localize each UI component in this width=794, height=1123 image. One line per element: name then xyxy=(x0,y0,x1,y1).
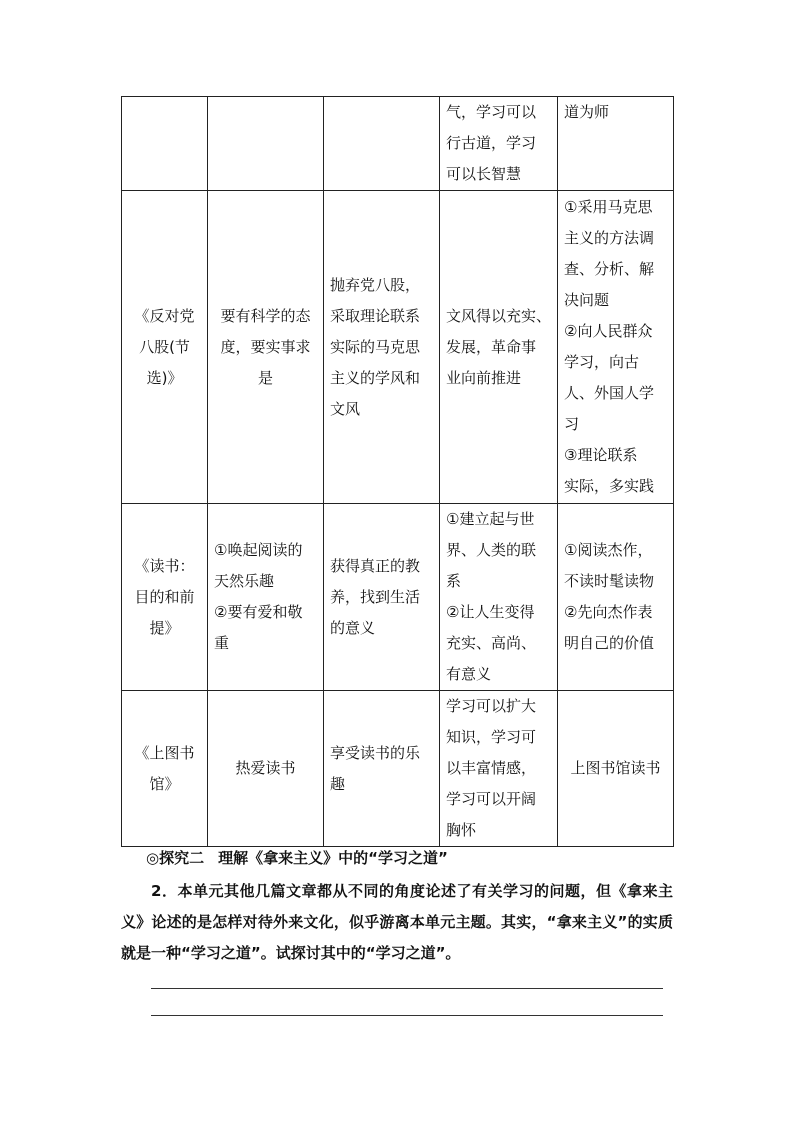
cell-line: 获得真正的教 xyxy=(330,556,421,575)
cell-line: 的意义 xyxy=(330,618,376,637)
answer-line[interactable] xyxy=(151,1015,663,1016)
cell-viewpoint xyxy=(208,691,324,847)
cell-effect xyxy=(440,504,558,691)
summary-table xyxy=(121,96,674,847)
cell-goal xyxy=(324,97,440,191)
cell-line: 有意义 xyxy=(446,665,492,683)
cell-method xyxy=(558,97,674,191)
cell-line: 界、人类的联 xyxy=(446,541,537,559)
cell-line: 气，学习可以 xyxy=(446,103,537,121)
cell-line: 热爱读书 xyxy=(235,759,296,777)
cell-line: ①阅读杰作， xyxy=(564,541,653,559)
cell-line: 业向前推进 xyxy=(446,368,522,387)
cell-line: 学习可以开阔 xyxy=(446,790,537,808)
cell-line: 学习可以扩大 xyxy=(446,697,537,715)
cell-text-title xyxy=(122,191,208,504)
answer-line[interactable] xyxy=(151,988,663,989)
section-marker: ◎探究二 xyxy=(146,849,205,867)
cell-goal xyxy=(324,504,440,691)
cell-line: 学习，向古 xyxy=(564,353,640,371)
cell-line: 道为师 xyxy=(564,103,610,121)
cell-goal xyxy=(324,191,440,504)
cell-text-title xyxy=(122,504,208,691)
cell-line: 目的和前 xyxy=(134,587,195,606)
table-row xyxy=(122,97,674,191)
cell-line: 《上图书 xyxy=(134,743,195,762)
cell-line: 胸怀 xyxy=(446,821,477,839)
cell-line: 行古道，学习 xyxy=(446,134,537,152)
cell-line: 《反对党 xyxy=(134,306,195,325)
section-title: 理解《拿来主义》中的“学习之道” xyxy=(218,849,448,867)
cell-method xyxy=(558,691,674,847)
cell-line: ②要有爱和敬 xyxy=(214,603,303,621)
cell-line: ①唤起阅读的 xyxy=(214,541,303,559)
cell-line: 习 xyxy=(564,415,580,433)
cell-line: 趣 xyxy=(330,774,346,793)
cell-line: 度，要实事求 xyxy=(220,337,311,356)
cell-line: 可以长智慧 xyxy=(446,165,522,183)
cell-line: 实际，多实践 xyxy=(564,477,655,495)
cell-line: ①采用马克思 xyxy=(564,198,653,216)
cell-line: ②向人民群众 xyxy=(564,322,653,340)
cell-line: 实际的马克思 xyxy=(330,337,421,356)
cell-line: 提》 xyxy=(149,618,180,637)
cell-line: ①建立起与世 xyxy=(446,510,535,528)
cell-line: 主义的学风和 xyxy=(330,368,421,387)
cell-line: ③理论联系 xyxy=(564,446,638,464)
cell-line: 文风 xyxy=(330,399,361,418)
cell-method xyxy=(558,504,674,691)
cell-line: ②先向杰作表 xyxy=(564,603,653,621)
cell-line: 要有科学的态 xyxy=(220,306,311,325)
cell-viewpoint xyxy=(208,191,324,504)
cell-line: 知识，学习可 xyxy=(446,728,537,746)
table-row xyxy=(122,191,674,504)
cell-line: 明自己的价值 xyxy=(564,634,655,652)
cell-line: 系 xyxy=(446,572,462,590)
cell-line: 是 xyxy=(257,368,273,387)
question-paragraph: 2．本单元其他几篇文章都从不同的角度论述了有关学习的问题，但《拿来主义》论述的是怎样对待外来文化，似乎游离本单元主题。其实，“拿来主义”的实质就是一种“学习之道”。试探讨其中的“学习之道”。 xyxy=(121,882,673,962)
cell-line: ②让人生变得 xyxy=(446,603,535,621)
cell-line: 充实、高尚、 xyxy=(446,634,537,652)
cell-line: 享受读书的乐 xyxy=(330,743,421,762)
cell-line: 馆》 xyxy=(149,774,180,793)
cell-line: 抛弃党八股， xyxy=(330,275,421,294)
cell-line: 天然乐趣 xyxy=(214,572,275,590)
cell-line: 人、外国人学 xyxy=(564,384,655,402)
cell-line: 重 xyxy=(214,634,230,652)
cell-viewpoint xyxy=(208,504,324,691)
table-row xyxy=(122,691,674,847)
cell-goal xyxy=(324,691,440,847)
cell-line: 发展，革命事 xyxy=(446,337,537,356)
cell-line: 《读书： xyxy=(134,556,195,575)
cell-line: 不读时髦读物 xyxy=(564,572,655,590)
section-heading xyxy=(146,846,448,870)
cell-line: 采取理论联系 xyxy=(330,306,421,325)
cell-effect xyxy=(440,191,558,504)
cell-effect xyxy=(440,691,558,847)
cell-effect xyxy=(440,97,558,191)
cell-line: 查、分析、解 xyxy=(564,260,655,278)
cell-viewpoint xyxy=(208,97,324,191)
cell-line: 文风得以充实、 xyxy=(446,306,552,325)
cell-text-title xyxy=(122,691,208,847)
cell-line: 以丰富情感， xyxy=(446,759,537,777)
cell-text-title xyxy=(122,97,208,191)
cell-line: 主义的方法调 xyxy=(564,229,655,247)
cell-method xyxy=(558,191,674,504)
summary-table-container xyxy=(121,96,673,847)
cell-line: 养，找到生活 xyxy=(330,587,421,606)
cell-line: 决问题 xyxy=(564,291,610,309)
table-row xyxy=(122,504,674,691)
cell-line: 上图书馆读书 xyxy=(570,759,661,777)
cell-line: 八股(节选)》 xyxy=(139,337,190,387)
